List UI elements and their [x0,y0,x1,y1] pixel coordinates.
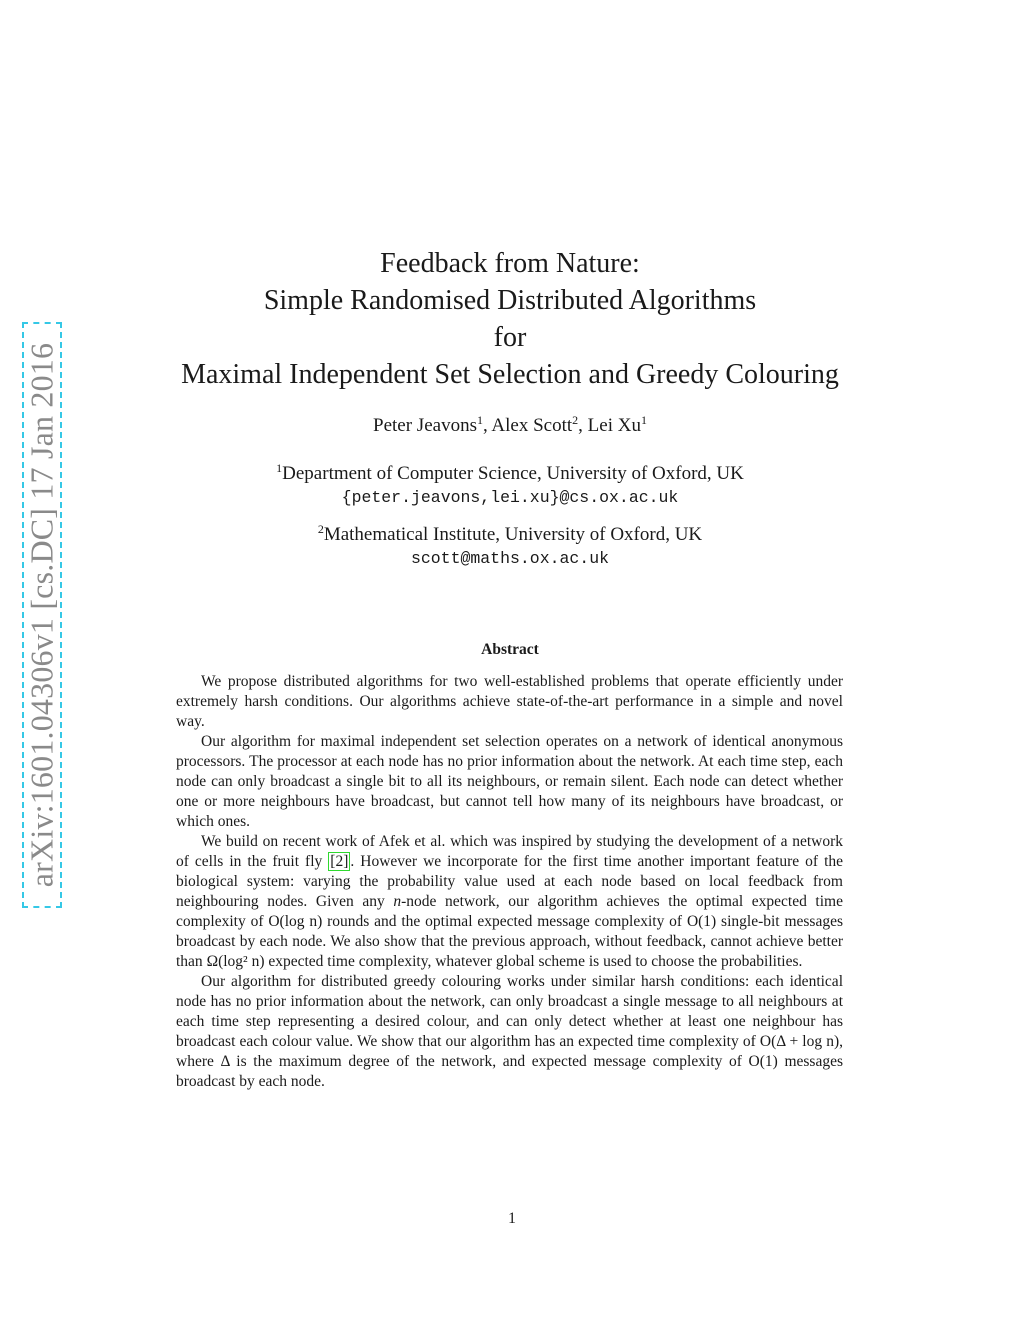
author-affil-mark: 1 [640,413,647,427]
abstract-heading: Abstract [481,641,539,658]
author-affil-mark: 1 [476,413,483,427]
affiliation-block [150,462,870,510]
abstract-paragraph: We propose distributed algorithms for two well-established problems that operate efficiently under extremely harsh conditions. Our algorithms achieve state-of-the-art performance in a simple and novel way. [176,673,843,730]
page-number: 1 [508,1210,516,1227]
author-name: Alex Scott [491,415,573,436]
affiliation-block [150,523,870,571]
title-line: Simple Randomised Distributed Algorithms [263,285,757,316]
author-list [150,415,870,437]
arxiv-stamp[interactable] [22,322,62,908]
title-line: for [493,322,527,353]
affiliation-name: Mathematical Institute, University of Oxford, UK [323,524,703,545]
math-expression: Ω(log² n) [206,953,265,970]
math-expression: O(Δ + log n) [759,1033,840,1050]
abstract-paragraph [176,972,843,1092]
text-run: Our algorithm for distributed greedy colouring works under similar harsh conditions: each identical node has no prior information about the network, can only broadcast a single message to all neighbours at each time step representing a desired colour, and can only detect whether at least one neighbour has broadcast each colour value. We show that our algorithm has an expected time complexity of [176,973,843,1050]
paper-title [150,245,870,393]
author-affil-mark: 2 [572,413,579,427]
affiliation-email[interactable]: {peter.jeavons,lei.xu}@cs.ox.ac.uk [341,488,679,507]
math-expression: O(1) [748,1053,778,1070]
text-run: messages broadcast by each node. [176,1053,843,1090]
author-separator: , [482,415,492,436]
math-variable: n [393,893,402,910]
abstract-body [176,672,843,1092]
author-name: Peter Jeavons [373,415,477,436]
arxiv-identifier[interactable]: arXiv:1601.04306v1 [cs.DC] 17 Jan 2016 [23,342,60,888]
text-run: -node network, our algorithm achieves the optimal expected time complexity of [176,893,843,930]
title-line: Feedback from Nature: [380,248,640,279]
text-run: We build on recent work of Afek et al. which was inspired by studying the development of a network of cells in the fruit fly [176,833,843,870]
text-run: expected time complexity, whatever global scheme is used to choose the probabilities. [264,953,803,970]
author-separator: , [578,415,588,436]
affil-mark: 2 [317,522,324,536]
affiliation-name: Department of Computer Science, University of Oxford, UK [282,463,744,484]
math-expression: O(log n) [268,913,323,930]
math-expression: Δ [220,1053,230,1070]
affil-mark: 1 [276,461,283,475]
affiliation-email[interactable]: scott@maths.ox.ac.uk [410,549,610,568]
abstract-paragraph [176,832,843,972]
author-name: Lei Xu [587,415,641,436]
title-line: Maximal Independent Set Selection and Greedy Colouring [181,359,839,390]
text-run: , where [176,1033,843,1070]
text-run: is the maximum degree of the network, and expected message complexity of [229,1053,749,1070]
math-expression: O(1) [686,913,717,930]
text-run: rounds and the optimal expected message complexity of [322,913,687,930]
text-run: single-bit messages broadcast by each node. We also show that the previous approach, without feedback, cannot achieve better than [176,913,843,970]
abstract-paragraph: Our algorithm for maximal independent set selection operates on a network of identical anonymous processors. The processor at each node has no prior information about the network. At each time step, each node can only broadcast a single bit to all its neighbours, or remain silent. Each node can detect whether one or more neighbours have broadcast, but cannot tell how many of its neighbours have broadcast, or which ones. [176,733,843,830]
citation-link[interactable]: [2] [330,853,349,870]
text-run: . However we incorporate for the first time another important feature of the biological system: varying the probability value used at each node based on local feedback from neighbouring nodes. Given any [176,853,843,910]
